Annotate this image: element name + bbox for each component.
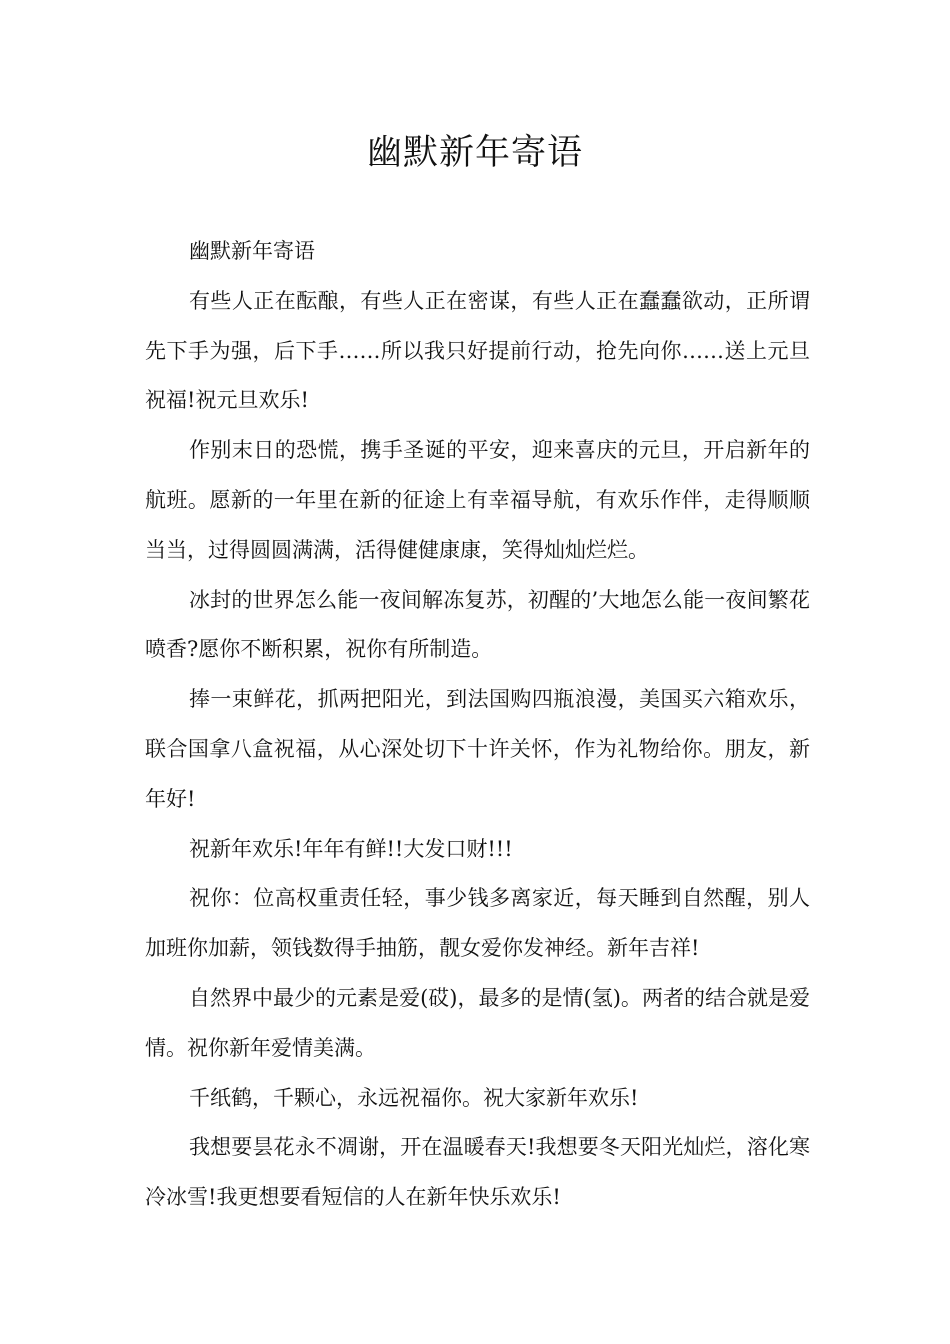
document-title: 幽默新年寄语 (366, 133, 583, 173)
paragraph-subtitle: 幽默新年寄语 (189, 239, 315, 263)
paragraph: 祝你：位高权重责任轻，事少钱多离家近，每天睡到自然醒，别人加班你加薪，领钱数得手抽筋，靓女爱你发神经。新年吉祥! (145, 886, 810, 961)
paragraph: 作别末日的恐慌，携手圣诞的平安，迎来喜庆的元旦，开启新年的航班。愿新的一年里在新的征途上有幸福导航，有欢乐作伴，走得顺顺当当，过得圆圆满满，活得健健康康，笑得灿灿烂烂。 (145, 438, 810, 562)
paragraph: 有些人正在酝酿，有些人正在密谋，有些人正在蠢蠢欲动，正所谓先下手为强，后下手……所以我只好提前行动，抢先向你……送上元旦祝福!祝元旦欢乐! (145, 288, 810, 413)
paragraph: 祝新年欢乐!年年有鲜!!大发口财!!! (189, 836, 513, 861)
paragraph: 我想要昙花永不凋谢，开在温暖春天!我想要冬天阳光灿烂，溶化寒冷冰雪!我更想要看短信的人在新年快乐欢乐! (145, 1135, 810, 1210)
document-body (145, 227, 810, 1223)
paragraph: 千纸鹤，千颗心，永远祝福你。祝大家新年欢乐! (189, 1085, 639, 1110)
paragraph: 冰封的世界怎么能一夜间解冻复苏，初醒的’大地怎么能一夜间繁花喷香?愿你不断积累，祝你有所制造。 (145, 587, 810, 662)
paragraph: 捧一束鲜花，抓两把阳光，到法国购四瓶浪漫，美国买六箱欢乐，联合国拿八盒祝福，从心深处切下十许关怀，作为礼物给你。朋友，新年好! (145, 687, 810, 811)
paragraph: 自然界中最少的元素是爱(砹)，最多的是情(氢)。两者的结合就是爱情。祝你新年爱情美满。 (145, 985, 810, 1060)
